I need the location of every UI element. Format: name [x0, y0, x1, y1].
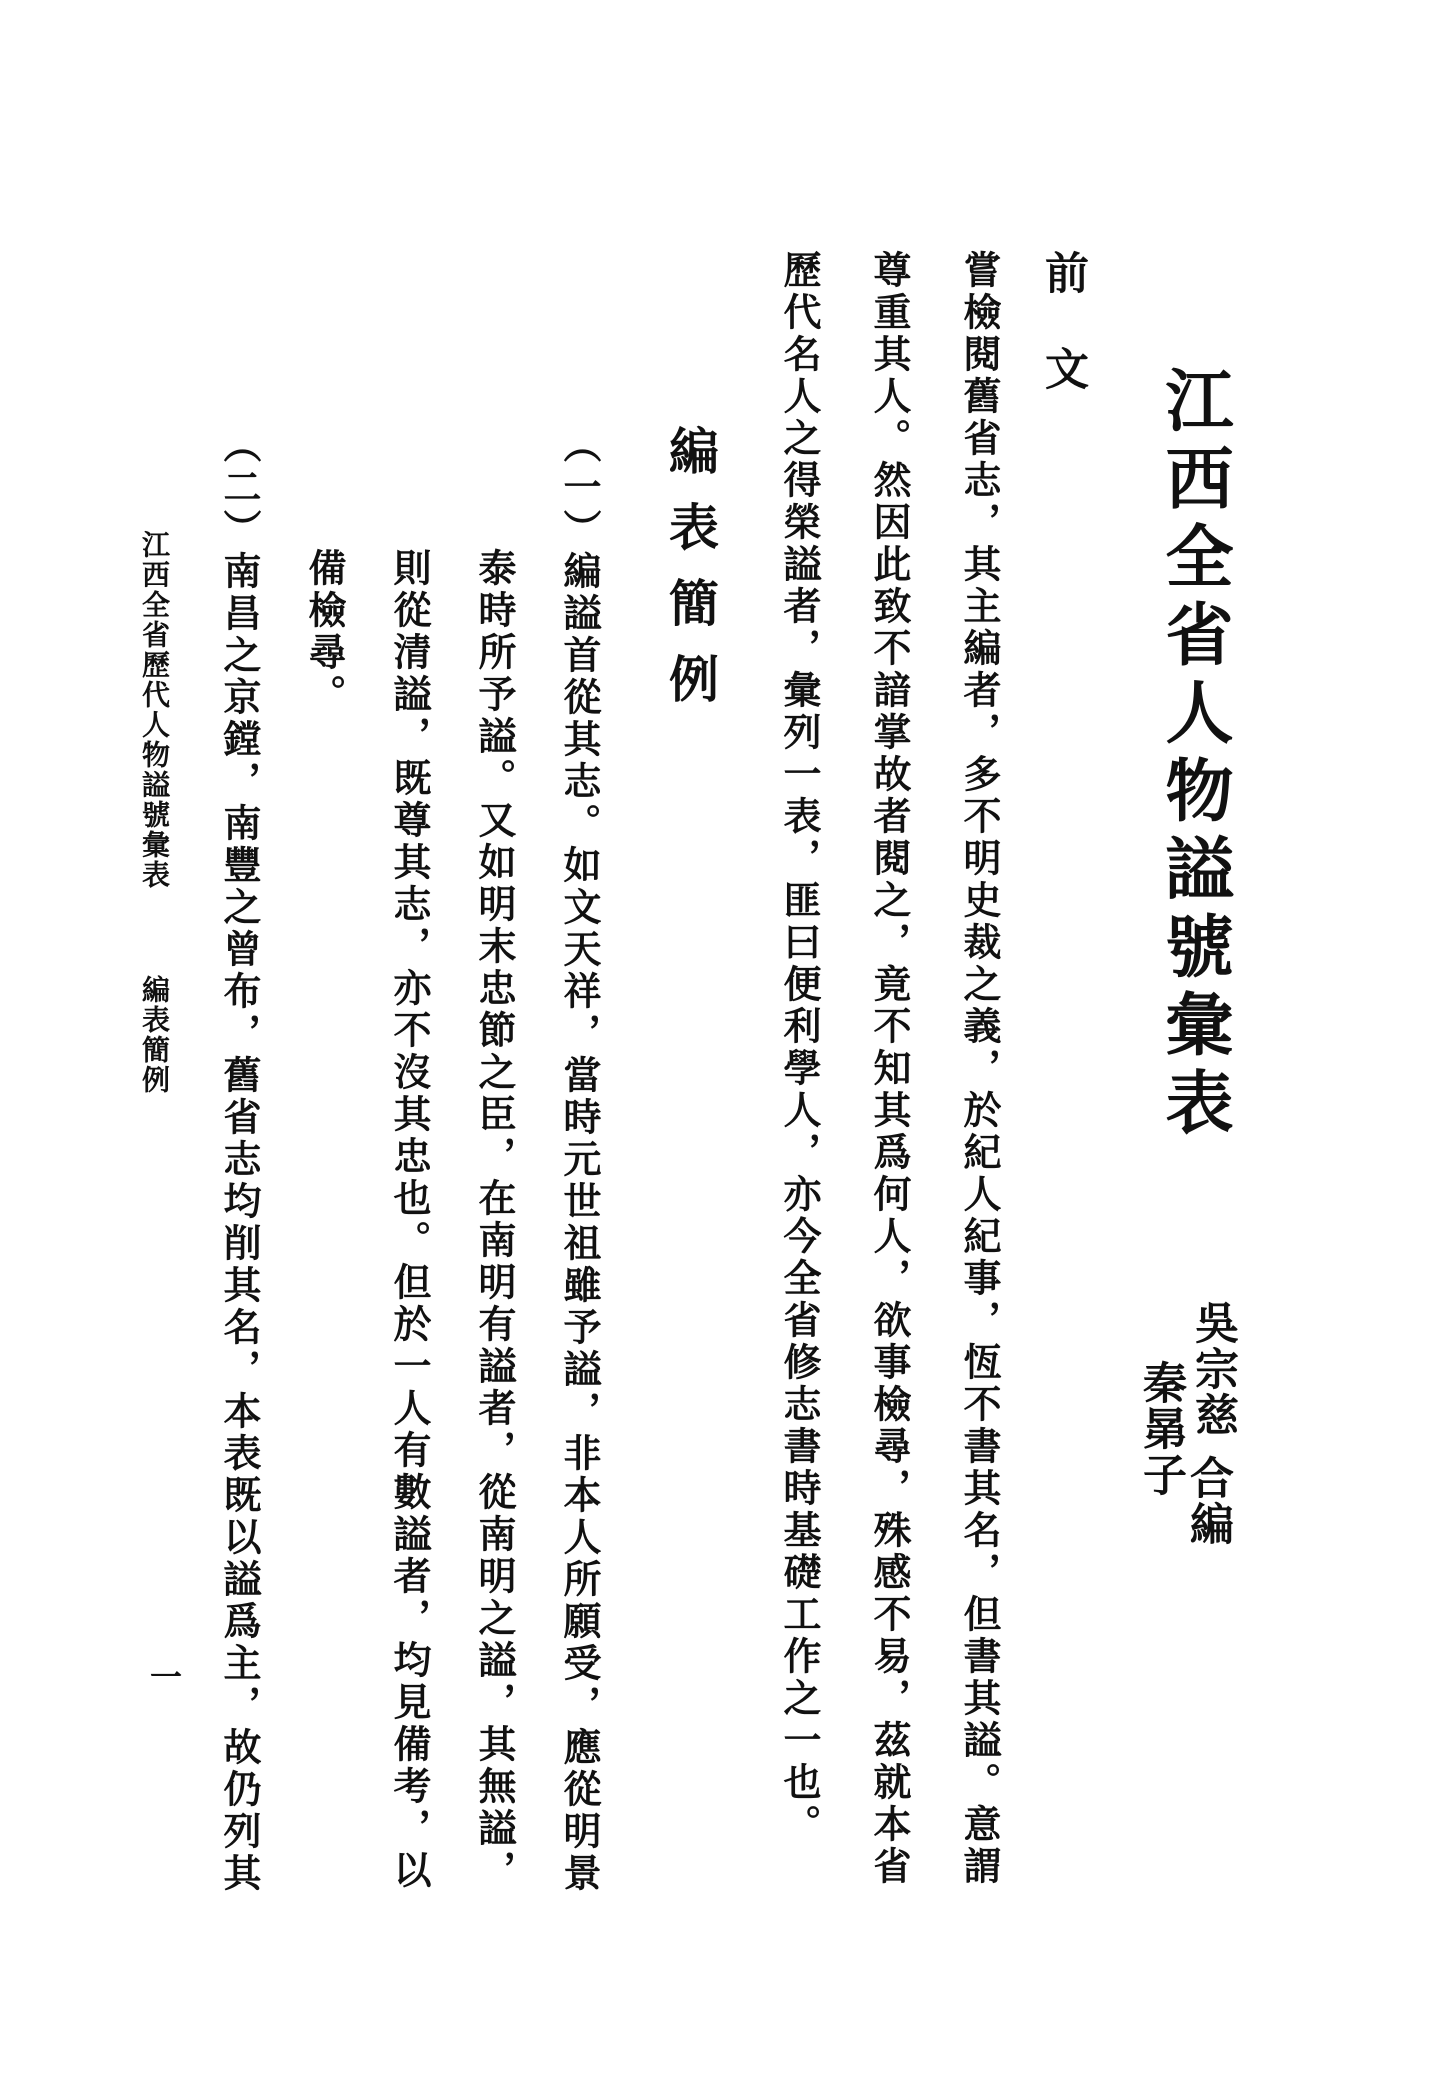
- rules-line-5: （二）南昌之京鏜，南豐之曾布，舊省志均削其名，本表既以謚爲主，故仍列其: [217, 425, 262, 1895]
- rules-heading: 編表簡例: [661, 425, 720, 729]
- page-number: 一: [145, 1660, 183, 1692]
- author-role: 合編: [1182, 1455, 1233, 1547]
- preface-line-3: 歷代名人之得榮謚者，彙列一表，匪曰便利學人，亦今全省修志書時基礎工作之一也。: [777, 250, 822, 1846]
- rules-line-1: （一）編謚首從其志。如文天祥，當時元世祖雖予謚，非本人所願受，應從明景: [557, 425, 602, 1895]
- rules-line-2: 泰時所予謚。又如明末忠節之臣，在南明有謚者，從南明之謚，其無謚，: [472, 548, 517, 1892]
- preface-line-1: 嘗檢閱舊省志，其主編者，多不明史裁之義，於紀人紀事，恆不書其名，但書其謚。意謂: [957, 250, 1002, 1888]
- footer-section: 編表簡例: [138, 975, 171, 1095]
- author-name-2: 秦晜子: [1135, 1360, 1186, 1498]
- preface-heading: 前 文: [1037, 250, 1088, 394]
- page-title: 江西全省人物謚號彙表: [1154, 365, 1234, 1145]
- rules-line-3: 則從清謚，既尊其志，亦不沒其忠也。但於一人有數謚者，均見備考，以: [387, 548, 432, 1892]
- preface-line-2: 尊重其人。然因此致不諳掌故者閱之，竟不知其爲何人，欲事檢尋，殊感不易，茲就本省: [867, 250, 912, 1888]
- footer-book-title: 江西全省歷代人物謚號彙表: [138, 530, 171, 890]
- rules-line-4: 備檢尋。: [302, 548, 347, 716]
- author-name-1: 吳宗慈: [1187, 1300, 1238, 1438]
